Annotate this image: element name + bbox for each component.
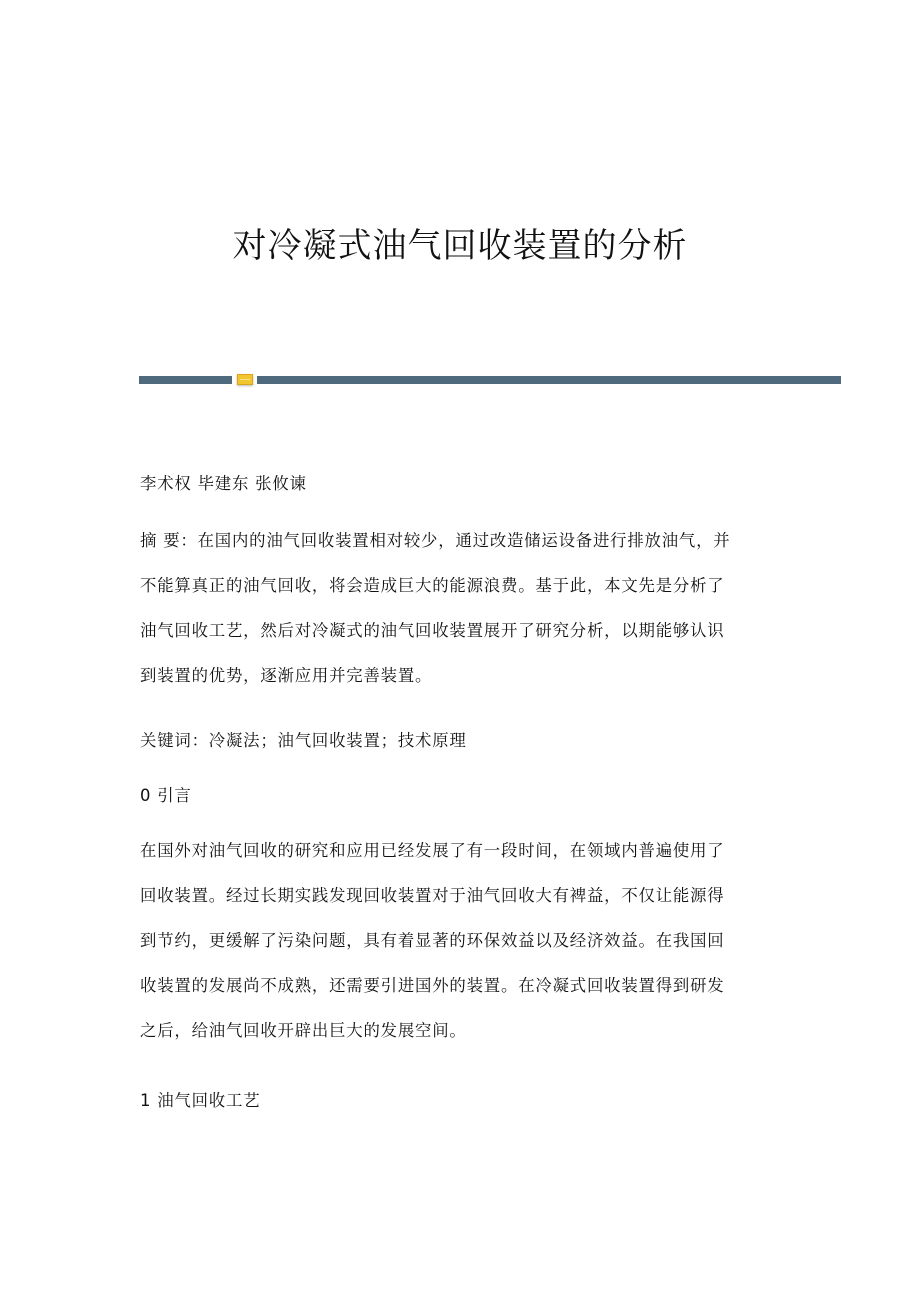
divider-ornament-icon [237, 374, 253, 385]
intro-line: 在国外对油气回收的研究和应用已经发展了有一段时间，在领域内普遍使用了 [140, 841, 725, 860]
authors: 李术权 毕建东 张攸谏 [140, 474, 307, 493]
intro-line: 之后，给油气回收开辟出巨大的发展空间。 [140, 1021, 467, 1040]
abstract-line: 摘 要：在国内的油气回收装置相对较少，通过改造储运设备进行排放油气，并 [140, 531, 731, 550]
document-title: 对冷凝式油气回收装置的分析 [232, 226, 688, 266]
keywords: 关键词：冷凝法；油气回收装置；技术原理 [140, 731, 467, 750]
intro-line: 到节约，更缓解了污染问题，具有着显著的环保效益以及经济效益。在我国回 [140, 931, 725, 950]
section-heading-intro: 0 引言 [140, 786, 192, 805]
intro-line: 收装置的发展尚不成熟，还需要引进国外的装置。在冷凝式回收装置得到研发 [140, 976, 725, 995]
abstract-line: 油气回收工艺，然后对冷凝式的油气回收装置展开了研究分析，以期能够认识 [140, 621, 725, 640]
abstract-line: 不能算真正的油气回收，将会造成巨大的能源浪费。基于此，本文先是分析了 [140, 576, 725, 595]
intro-line: 回收装置。经过长期实践发现回收装置对于油气回收大有裨益，不仅让能源得 [140, 886, 725, 905]
abstract-line: 到装置的优势，逐渐应用并完善装置。 [140, 666, 433, 685]
section-heading-process: 1 油气回收工艺 [140, 1091, 261, 1110]
divider-right [257, 376, 841, 384]
divider-left [139, 376, 232, 384]
